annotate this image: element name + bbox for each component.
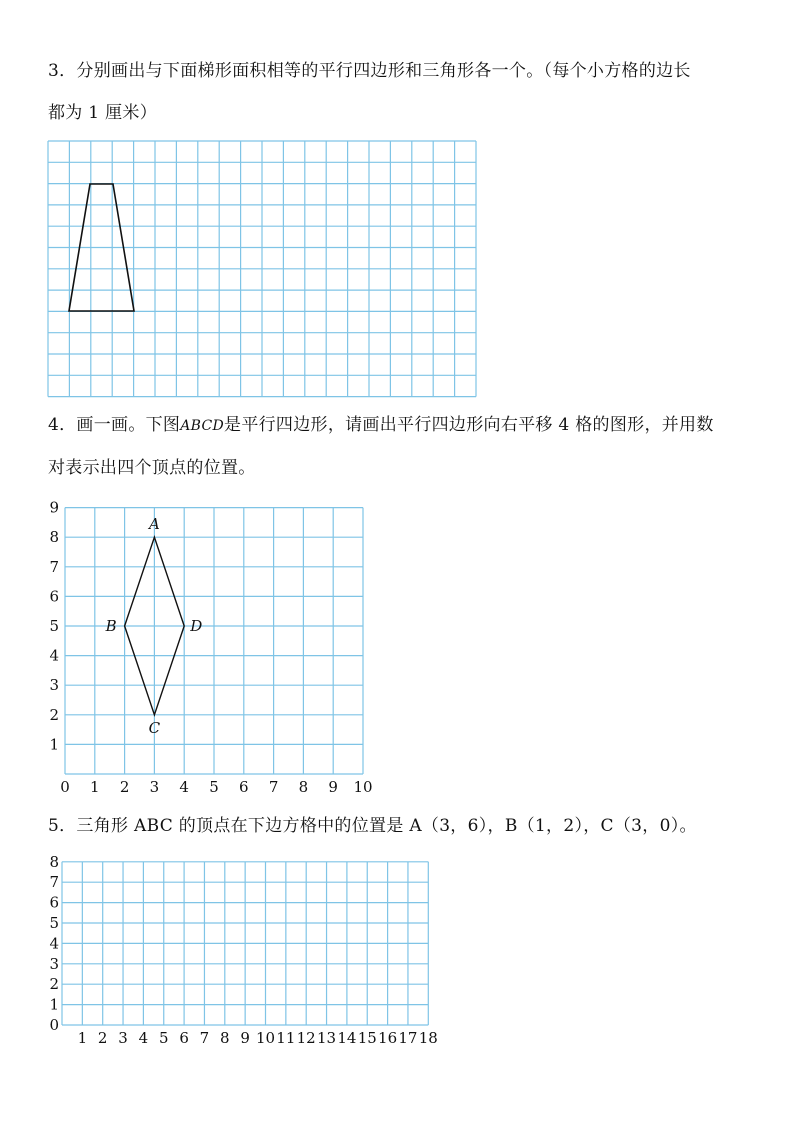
q5-x-tick-label: 15 [357, 1029, 377, 1047]
q4-vertex-label-c: C [148, 718, 161, 737]
q5-coordinate-grid [62, 862, 428, 1025]
q4-x-tick-label: 5 [209, 778, 219, 796]
q5-x-tick-label: 6 [179, 1029, 189, 1047]
q4-x-tick-label: 8 [298, 778, 309, 796]
q5-x-tick-label: 4 [138, 1029, 149, 1047]
q5-y-tick-label: 7 [49, 873, 59, 892]
q4-vertex-label-d: D [190, 617, 203, 635]
q4-x-tick-label: 9 [328, 778, 338, 796]
q5-y-tick-label: 8 [49, 852, 59, 871]
q5-y-tick-label: 3 [49, 954, 59, 973]
q4-text-line2: 对表示出四个顶点的位置。 [48, 458, 256, 478]
q5-x-tick-label: 3 [118, 1029, 128, 1047]
q5-x-tick-label: 11 [276, 1029, 296, 1047]
q4-y-tick-label: 1 [49, 735, 59, 754]
q3-grid [48, 141, 476, 397]
q5-y-tick-label: 0 [49, 1016, 59, 1034]
q5-x-tick-label: 18 [418, 1029, 438, 1047]
q5-x-tick-label: 1 [77, 1029, 88, 1047]
q5-x-tick-label: 16 [378, 1029, 398, 1047]
q4-text-part1: 4．画一画。下图 [48, 415, 181, 435]
q5-x-tick-label: 5 [158, 1029, 169, 1047]
q4-y-tick-label: 3 [49, 676, 59, 695]
q5-x-tick-label: 10 [255, 1029, 276, 1047]
q4-y-tick-label: 9 [49, 498, 59, 517]
q5-x-tick-label: 12 [296, 1029, 316, 1047]
q4-text-part2: 是平行四边形，请画出平行四边形向右平移 4 格的图形，并用数 [224, 415, 714, 435]
q4-x-tick-label: 7 [268, 778, 279, 796]
q3-text-line2: 都为 1 厘米） [48, 103, 158, 123]
q4-text-abcd: ABCD [180, 418, 225, 434]
q5-y-tick-label: 6 [49, 893, 59, 912]
q5-x-tick-label: 17 [398, 1029, 418, 1047]
q4-x-tick-label: 1 [90, 778, 100, 796]
q4-y-tick-label: 6 [49, 587, 59, 606]
q4-x-tick-label: 4 [179, 778, 189, 796]
q4-y-tick-label: 7 [49, 557, 59, 576]
q5-x-tick-label: 13 [317, 1029, 337, 1047]
q4-x-tick-label: 6 [239, 778, 249, 796]
q5-text-line1: 5．三角形 ABC 的顶点在下边方格中的位置是 A（3，6），B（1，2），C（3，0）。 [48, 816, 697, 836]
q5-y-tick-label: 4 [49, 934, 59, 953]
q4-x-tick-label: 3 [149, 778, 160, 796]
q4-axis-labels [49, 499, 372, 796]
q5-x-tick-label: 2 [97, 1029, 108, 1047]
q4-vertex-label-a: A [148, 515, 160, 534]
q5-x-tick-label: 14 [337, 1029, 357, 1047]
q5-y-tick-label: 1 [49, 995, 59, 1014]
q5-y-tick-label: 2 [49, 975, 59, 994]
q4-x-tick-label: 2 [119, 778, 130, 796]
q5-x-tick-label: 7 [199, 1029, 210, 1047]
q5-x-tick-label: 9 [240, 1029, 250, 1047]
q4-y-tick-label: 4 [49, 646, 59, 665]
q3-text-line1: 3．分别画出与下面梯形面积相等的平行四边形和三角形各一个。（每个小方格的边长 [48, 61, 691, 81]
q4-x-tick-label: 10 [353, 778, 373, 796]
q4-x-tick-label: 0 [60, 778, 70, 796]
q4-coordinate-grid [65, 508, 363, 774]
q5-x-tick-label: 8 [220, 1029, 230, 1047]
q4-y-tick-label: 2 [49, 705, 59, 724]
q4-y-tick-label: 5 [49, 617, 59, 635]
q5-y-tick-label: 5 [49, 914, 59, 932]
q4-vertex-label-b: B [105, 617, 117, 635]
q4-y-tick-label: 8 [49, 528, 59, 547]
